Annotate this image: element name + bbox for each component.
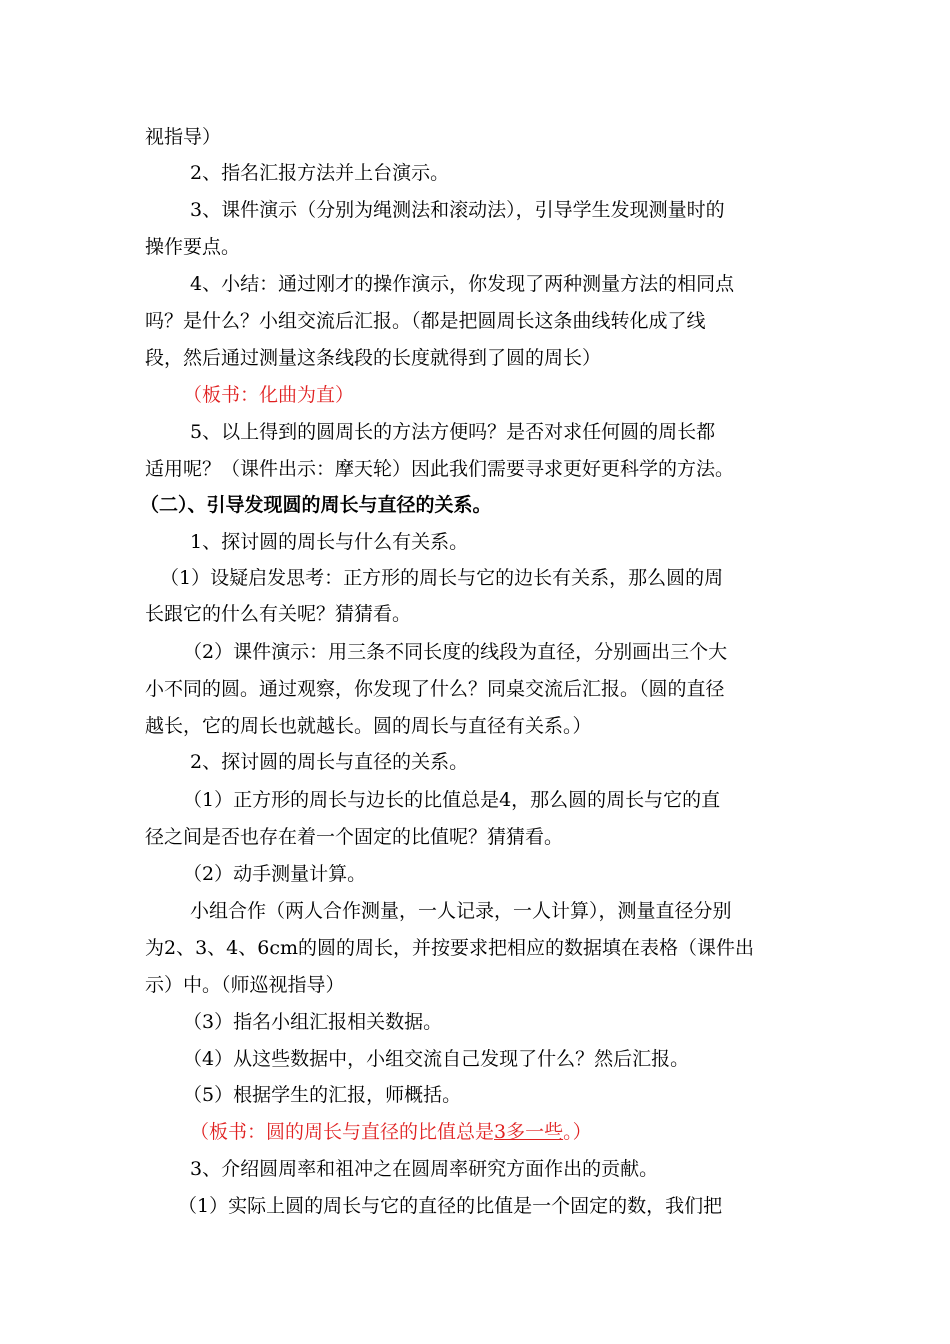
paragraph-line: 适用呢？（课件出示：摩天轮）因此我们需要寻求更好更科学的方法。: [145, 458, 735, 480]
board-note-line: [190, 1115, 810, 1149]
paragraph-line: 长跟它的什么有关呢？猜猜看。: [145, 603, 412, 625]
paragraph-line: 1、探讨圆的周长与什么有关系。: [190, 531, 469, 553]
paragraph-line: 段，然后通过测量这条线段的长度就得到了圆的周长）: [145, 347, 602, 369]
paragraph-line: 5、以上得到的圆周长的方法方便吗？是否对求任何圆的周长都: [190, 421, 716, 443]
paragraph-line: （1）正方形的周长与边长的比值总是4，那么圆的周长与它的直: [183, 789, 721, 811]
paragraph-line: 3、课件演示（分别为绳测法和滚动法），引导学生发现测量时的: [190, 199, 725, 221]
board-note-underlined: 3多一些: [494, 1121, 564, 1143]
paragraph-line: 操作要点。: [145, 236, 241, 258]
paragraph-line: 吗？是什么？小组交流后汇报。（都是把圆周长这条曲线转化成了线: [145, 310, 706, 332]
paragraph-line: 示）中。（师巡视指导）: [145, 974, 345, 996]
paragraph-line: 径之间是否也存在着一个固定的比值呢？猜猜看。: [145, 826, 564, 848]
paragraph-line: （5）根据学生的汇报，师概括。: [183, 1084, 462, 1106]
paragraph-line: （1）实际上圆的周长与它的直径的比值是一个固定的数，我们把: [178, 1195, 723, 1217]
board-note-text: （板书：圆的周长与直径的比值总是: [190, 1121, 495, 1143]
paragraph-line: （2）动手测量计算。: [183, 863, 367, 885]
board-note-line: （板书：化曲为直）: [183, 384, 355, 406]
section-heading: （二）、引导发现圆的周长与直径的关系。: [140, 494, 492, 516]
paragraph-line: （4）从这些数据中，小组交流自己发现了什么？然后汇报。: [183, 1048, 690, 1070]
paragraph-line: 为2、3、4、6cm的圆的周长，并按要求把相应的数据填在表格（课件出: [145, 937, 755, 959]
paragraph-line: 2、探讨圆的周长与直径的关系。: [190, 751, 469, 773]
paragraph-line: 视指导）: [145, 126, 222, 148]
paragraph-line: 4、小结：通过刚才的操作演示，你发现了两种测量方法的相同点: [190, 273, 735, 295]
paragraph-line: 2、指名汇报方法并上台演示。: [190, 162, 450, 184]
paragraph-line: 小组合作（两人合作测量，一人记录，一人计算），测量直径分别: [190, 900, 732, 922]
paragraph-line: （1）设疑启发思考：正方形的周长与它的边长有关系，那么圆的周: [160, 567, 724, 589]
paragraph-line: （3）指名小组汇报相关数据。: [183, 1011, 443, 1033]
board-note-text-end: 。）: [563, 1121, 592, 1143]
paragraph-line: 越长，它的周长也就越长。圆的周长与直径有关系。）: [145, 715, 592, 737]
paragraph-line: 小不同的圆。通过观察，你发现了什么？同桌交流后汇报。（圆的直径: [145, 678, 725, 700]
paragraph-line: 3、介绍圆周率和祖冲之在圆周率研究方面作出的贡献。: [190, 1158, 659, 1180]
paragraph-line: （2）课件演示：用三条不同长度的线段为直径，分别画出三个大: [183, 641, 728, 663]
